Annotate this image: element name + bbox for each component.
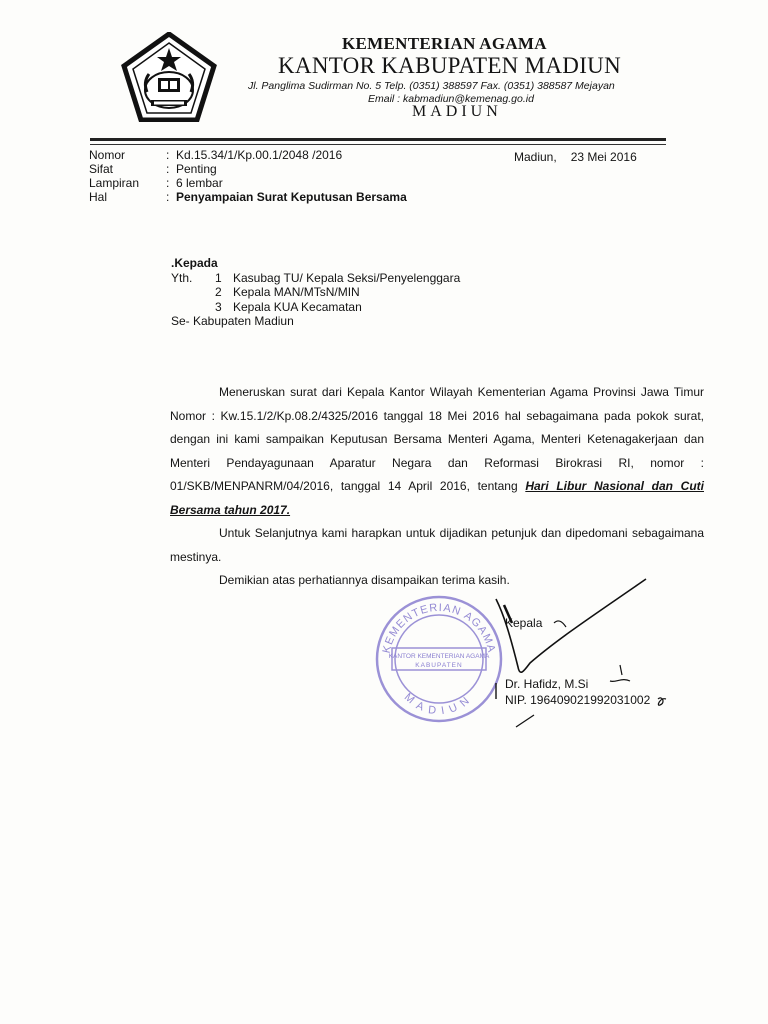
office-email: Email : kabmadiun@kemenag.go.id — [368, 93, 534, 105]
reference-subject: Penyampaian Surat Keputusan Bersama — [176, 190, 407, 204]
reference-row-sifat — [89, 162, 407, 176]
reference-colon: : — [166, 190, 170, 204]
reference-label: Hal — [89, 190, 108, 204]
body-paragraph-3: Demikian atas perhatiannya disampaikan terima kasih. — [219, 573, 510, 587]
addressee-number: 2 — [215, 285, 222, 299]
addressee-item — [171, 300, 460, 315]
reference-label: Nomor — [89, 148, 126, 162]
place-date — [514, 150, 637, 164]
letter-body — [170, 381, 704, 593]
office-address: Jl. Panglima Sudirman No. 5 Telp. (0351) 388597 Fax. (0351) 388587 Mejayan — [248, 80, 615, 92]
addressee-item — [171, 271, 460, 286]
addressee-number: 1 — [215, 270, 222, 285]
svg-text:KEMENTERIAN AGAMA — [381, 602, 498, 655]
reference-row-hal — [89, 190, 407, 204]
body-paragraph-1 — [170, 381, 704, 522]
addressee-block — [171, 256, 460, 329]
addressee-number: 3 — [215, 299, 222, 314]
addressee-salutation: Yth. — [171, 270, 193, 285]
letterhead-rule-thin — [90, 144, 666, 145]
signatory-title: Kepala — [505, 616, 543, 630]
official-stamp-icon — [372, 594, 506, 724]
signatory-name: Dr. Hafidz, M.Si — [505, 677, 589, 691]
stamp-line-1: KANTOR KEMENTERIAN AGAMA — [388, 653, 490, 660]
reference-value: 6 lembar — [176, 176, 223, 190]
reference-label: Lampiran — [89, 176, 140, 190]
letter-date: 23 Mei 2016 — [570, 150, 637, 164]
reference-value: Kd.15.34/1/Kp.00.1/2048 /2016 — [176, 148, 343, 162]
letterhead-city: MADIUN — [412, 103, 502, 120]
addressee-text: Kasubag TU/ Kepala Seksi/Penyelenggara — [233, 270, 461, 285]
body-paragraph-2: Untuk Selanjutnya kami harapkan untuk dijadikan petunjuk dan dipedomani sebagaimana mestinya. — [170, 526, 704, 564]
stamp-line-2: KABUPATEN — [415, 662, 463, 669]
reference-colon: : — [166, 176, 170, 190]
stamp-top-text: KEMENTERIAN AGAMA — [380, 601, 498, 655]
reference-row-lampiran — [89, 176, 407, 190]
signatory-nip: NIP. 196409021992031002 — [505, 693, 651, 707]
reference-value: Penting — [176, 162, 217, 176]
body-paragraph-1-text: Meneruskan surat dari Kepala Kantor Wilayah Kementerian Agama Provinsi Jawa Timur Nomor : Kw.15.1/2/Kp.08.2/4325/2016 tanggal 18 Mei 2016 hal sebagaimana pada pokok surat, dengan ini kami sampaikan Keputusan Bersama Menteri Agama, Menteri Ketenagakerjaan dan Menteri Pendayagunaan Aparatur Negara dan Reformasi Birokrasi RI, nomor : 01/SKB/MENPANRM/04/2016, tanggal 14 April 2016, tentang — [170, 385, 704, 493]
reference-colon: : — [166, 148, 170, 162]
addressee-title: .Kepada — [171, 256, 218, 270]
reference-row-nomor — [89, 148, 407, 162]
addressee-text: Kepala MAN/MTsN/MIN — [233, 285, 360, 299]
reference-label: Sifat — [89, 162, 114, 176]
addressee-region: Se- Kabupaten Madiun — [171, 314, 294, 328]
svg-text:MADIUN — [402, 691, 476, 717]
letterhead-rule — [90, 138, 666, 141]
handwritten-signature — [490, 575, 690, 735]
ministry-name: KEMENTERIAN AGAMA — [342, 34, 547, 53]
office-name: KANTOR KABUPATEN MADIUN — [278, 53, 621, 78]
reference-block — [89, 148, 407, 204]
addressee-text: Kepala KUA Kecamatan — [233, 299, 362, 314]
letter-place: Madiun, — [514, 150, 557, 164]
addressee-item — [171, 285, 460, 300]
stamp-bottom-text: MADIUN — [401, 691, 477, 718]
kemenag-emblem-icon — [121, 32, 217, 122]
body-subject-emphasis: Hari Libur Nasional dan Cuti Bersama tahun 2017. — [170, 479, 704, 517]
reference-colon: : — [166, 162, 170, 176]
